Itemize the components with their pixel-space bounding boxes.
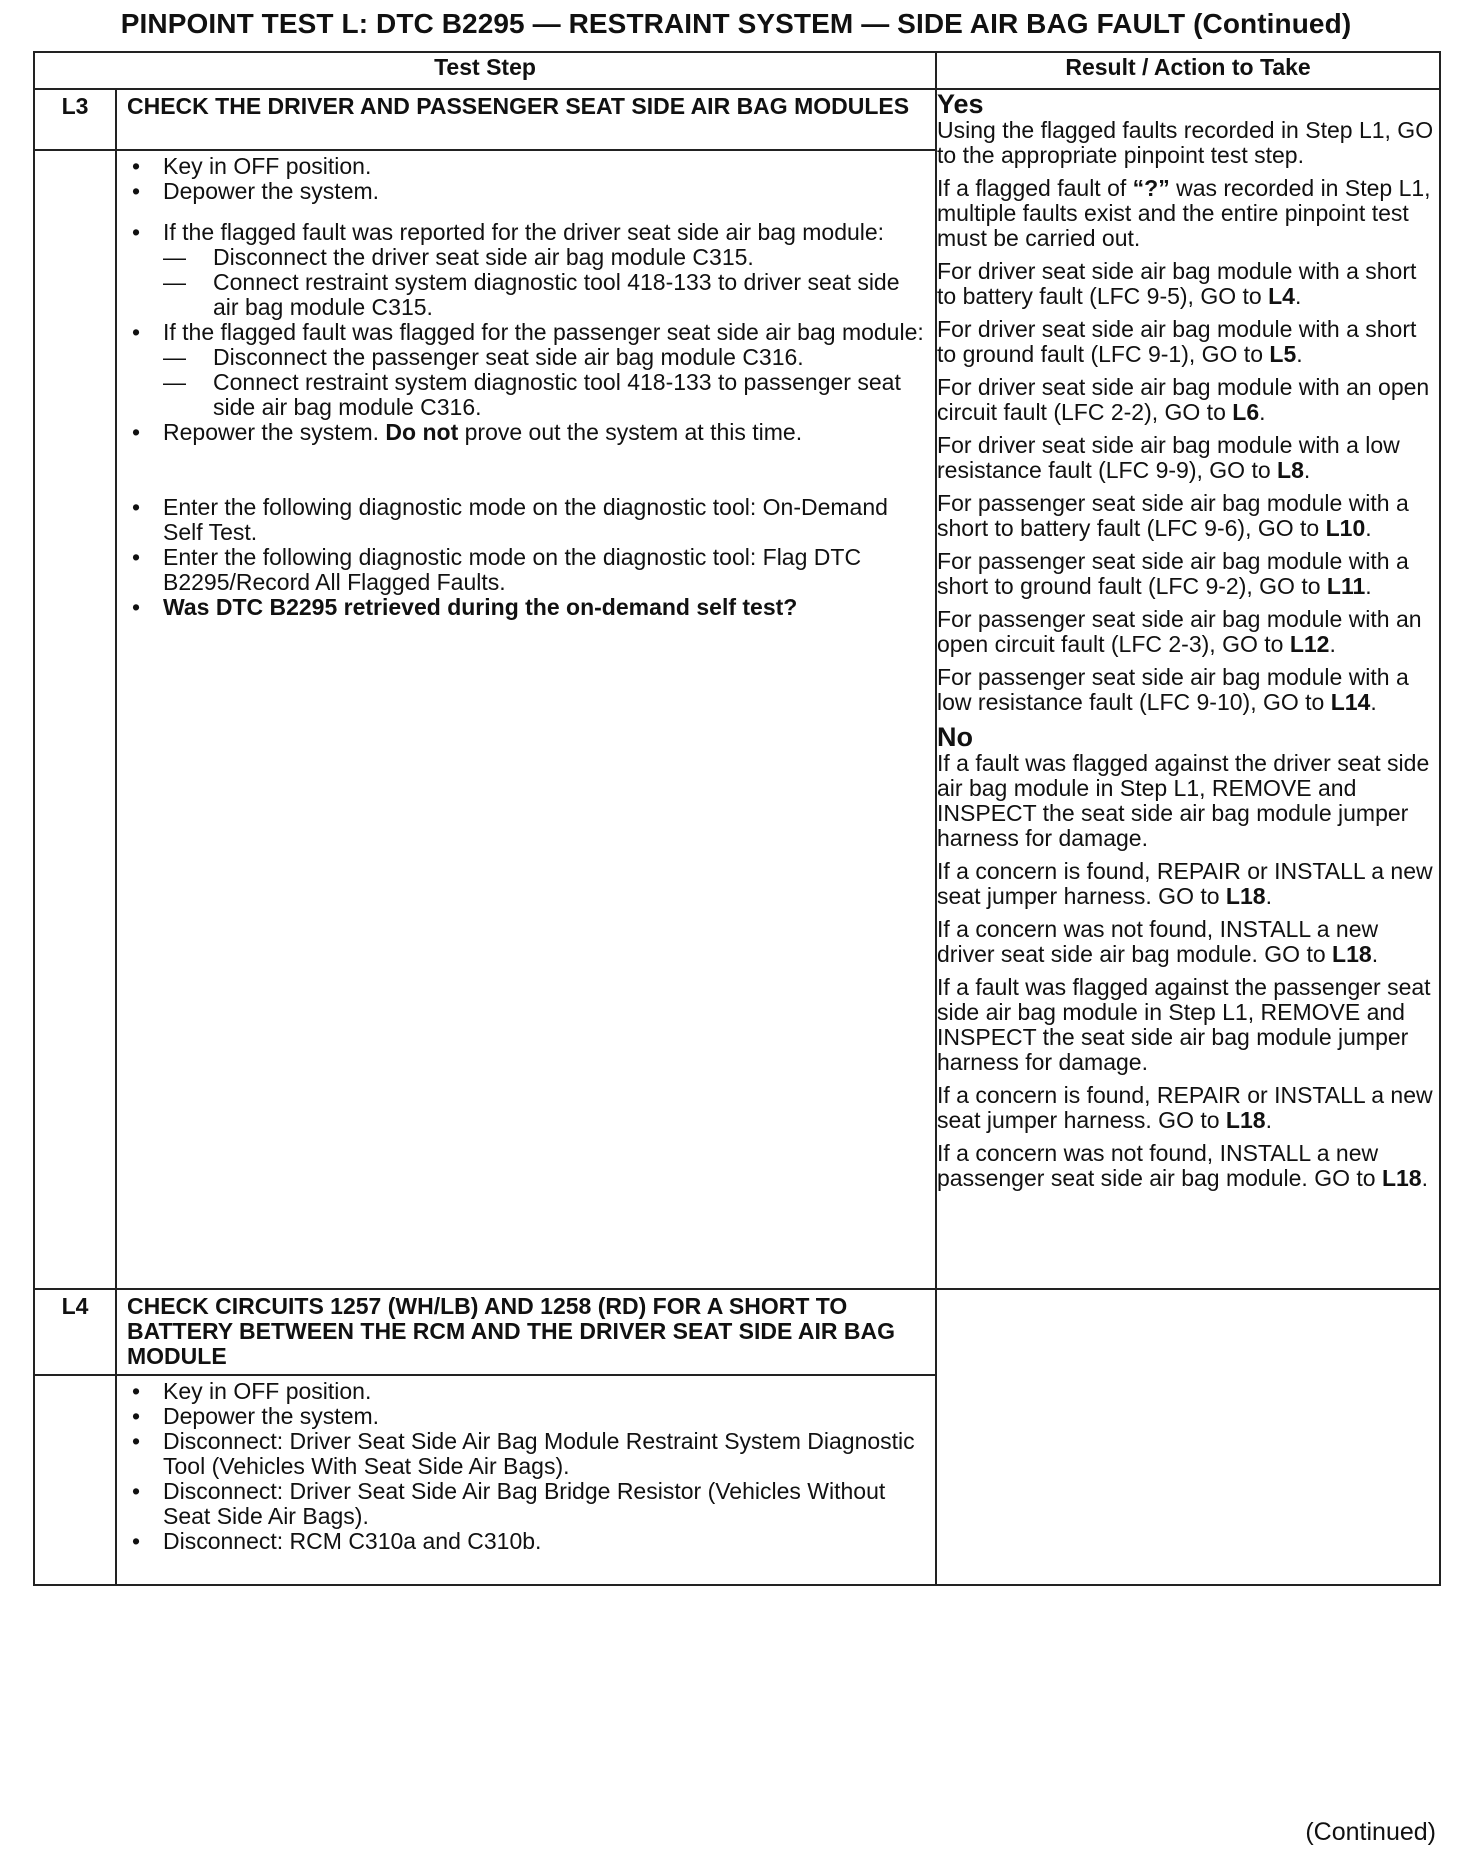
list-item: • If the flagged fault was reported for the driver seat side air bag module: — Disconnect the driver seat side air bag module C315. — Connect restraint system diagnostic tool 418-133 to driver seat side air bag module C315. — [127, 220, 925, 320]
result-text: For driver seat side air bag module with a short to ground fault (LFC 9-1), GO to L5. — [937, 316, 1417, 367]
go-to-step-link[interactable]: L18 — [1225, 883, 1266, 909]
column-header-test-step: Test Step — [34, 52, 936, 89]
result-text: If a concern was not found, INSTALL a new driver seat side air bag module. GO to L18. — [937, 916, 1379, 967]
sub-list-item: — Connect restraint system diagnostic tool 418-133 to passenger seat side air bag module C316. — [163, 370, 925, 420]
result-text: If a flagged fault of “?” was recorded in Step L1, multiple faults exist and the entire pinpoint test must be carried out. — [937, 175, 1431, 251]
go-to-step-link[interactable]: L4 — [1268, 283, 1295, 309]
go-to-step-link[interactable]: L14 — [1330, 689, 1371, 715]
result-text: If a concern is found, REPAIR or INSTALL a new seat jumper harness. GO to L18. — [937, 858, 1433, 909]
step-heading-l3: CHECK THE DRIVER AND PASSENGER SEAT SIDE AIR BAG MODULES — [116, 89, 936, 150]
step-number-l3: L3 — [34, 89, 116, 150]
step-instructions-l4 — [116, 1375, 936, 1585]
list-item: • Disconnect: Driver Seat Side Air Bag Module Restraint System Diagnostic Tool (Vehicles With Seat Side Air Bags). — [127, 1429, 925, 1479]
pinpoint-test-table — [33, 51, 1441, 1586]
go-to-step-link[interactable]: L10 — [1325, 515, 1366, 541]
result-text: For driver seat side air bag module with a low resistance fault (LFC 9-9), GO to L8. — [937, 432, 1400, 483]
list-item: • Depower the system. — [127, 1404, 925, 1429]
list-item: • Repower the system. Do not prove out the system at this time. — [127, 420, 925, 445]
result-text: If a concern is found, REPAIR or INSTALL a new seat jumper harness. GO to L18. — [937, 1082, 1433, 1133]
column-header-result: Result / Action to Take — [936, 52, 1440, 89]
sub-list-item: — Disconnect the passenger seat side air bag module C316. — [163, 345, 925, 370]
go-to-step-link[interactable]: L12 — [1289, 631, 1330, 657]
list-item: • Key in OFF position. — [127, 1379, 925, 1404]
result-text: For passenger seat side air bag module with a short to battery fault (LFC 9-6), GO to L10. — [937, 490, 1409, 541]
step-number-spacer — [34, 1375, 116, 1585]
list-item: • Enter the following diagnostic mode on the diagnostic tool: On-Demand Self Test. — [127, 495, 925, 545]
sub-list-item: — Connect restraint system diagnostic tool 418-133 to driver seat side air bag module C315. — [163, 270, 925, 320]
sub-list-item: — Disconnect the driver seat side air bag module C315. — [163, 245, 925, 270]
result-text: For driver seat side air bag module with an open circuit fault (LFC 2-2), GO to L6. — [937, 374, 1430, 425]
list-item: • Disconnect: Driver Seat Side Air Bag Bridge Resistor (Vehicles Without Seat Side Air Bags). — [127, 1479, 925, 1529]
step-number-l4: L4 — [34, 1289, 116, 1375]
result-text: For passenger seat side air bag module with a short to ground fault (LFC 9-2), GO to L11. — [937, 548, 1409, 599]
go-to-step-link[interactable]: L18 — [1225, 1107, 1266, 1133]
list-item: • Enter the following diagnostic mode on the diagnostic tool: Flag DTC B2295/Record All Flagged Faults. — [127, 545, 925, 595]
step-instructions-l3 — [116, 150, 936, 1289]
table-header-row — [34, 52, 1440, 89]
go-to-step-link[interactable]: L11 — [1326, 573, 1366, 599]
result-text: If a fault was flagged against the passenger seat side air bag module in Step L1, REMOVE and INSPECT the seat side air bag module jumper harness for damage. — [937, 974, 1431, 1075]
step-heading-l4: CHECK CIRCUITS 1257 (WH/LB) AND 1258 (RD) FOR A SHORT TO BATTERY BETWEEN THE RCM AND THE DRIVER SEAT SIDE AIR BAG MODULE — [116, 1289, 936, 1375]
go-to-step-link[interactable]: L18 — [1332, 941, 1372, 967]
go-to-step-link[interactable]: L5 — [1269, 341, 1297, 367]
result-text: Using the flagged faults recorded in Step L1, GO to the appropriate pinpoint test step. — [937, 117, 1434, 168]
no-label: No — [937, 722, 974, 752]
list-item: • Depower the system. — [127, 179, 925, 204]
go-to-step-link[interactable]: L18 — [1381, 1165, 1422, 1191]
result-text: If a fault was flagged against the driver seat side air bag module in Step L1, REMOVE and INSPECT the seat side air bag module jumper harness for damage. — [937, 750, 1430, 851]
list-item: • Disconnect: RCM C310a and C310b. — [127, 1529, 925, 1554]
page-title: PINPOINT TEST L: DTC B2295 — RESTRAINT SYSTEM — SIDE AIR BAG FAULT (Continued) — [120, 8, 1352, 39]
result-cell-l4 — [936, 1289, 1440, 1585]
go-to-step-link[interactable]: L8 — [1277, 457, 1304, 483]
continued-footer: (Continued) — [1305, 1818, 1436, 1846]
result-text: For passenger seat side air bag module with an open circuit fault (LFC 2-3), GO to L12. — [937, 606, 1422, 657]
step-number-spacer — [34, 150, 116, 1289]
step-l4-header-row — [34, 1289, 1440, 1375]
yes-label: Yes — [937, 89, 984, 119]
step-l3-header-row — [34, 89, 1440, 150]
list-item: • Was DTC B2295 retrieved during the on-demand self test? — [127, 595, 925, 620]
result-text: For driver seat side air bag module with a short to battery fault (LFC 9-5), GO to L4. — [937, 258, 1417, 309]
list-item: • Key in OFF position. — [127, 154, 925, 179]
result-text: If a concern was not found, INSTALL a new passenger seat side air bag module. GO to L18. — [937, 1140, 1428, 1191]
result-text: For passenger seat side air bag module with a low resistance fault (LFC 9-10), GO to L14. — [937, 664, 1409, 715]
go-to-step-link[interactable]: L6 — [1232, 399, 1260, 425]
list-item: • If the flagged fault was flagged for the passenger seat side air bag module: — Disconnect the passenger seat side air bag module C316. — Connect restraint system diagnostic tool 418-133 to passenger seat side air bag module C316. — [127, 320, 925, 420]
result-cell-l3 — [936, 89, 1440, 1289]
